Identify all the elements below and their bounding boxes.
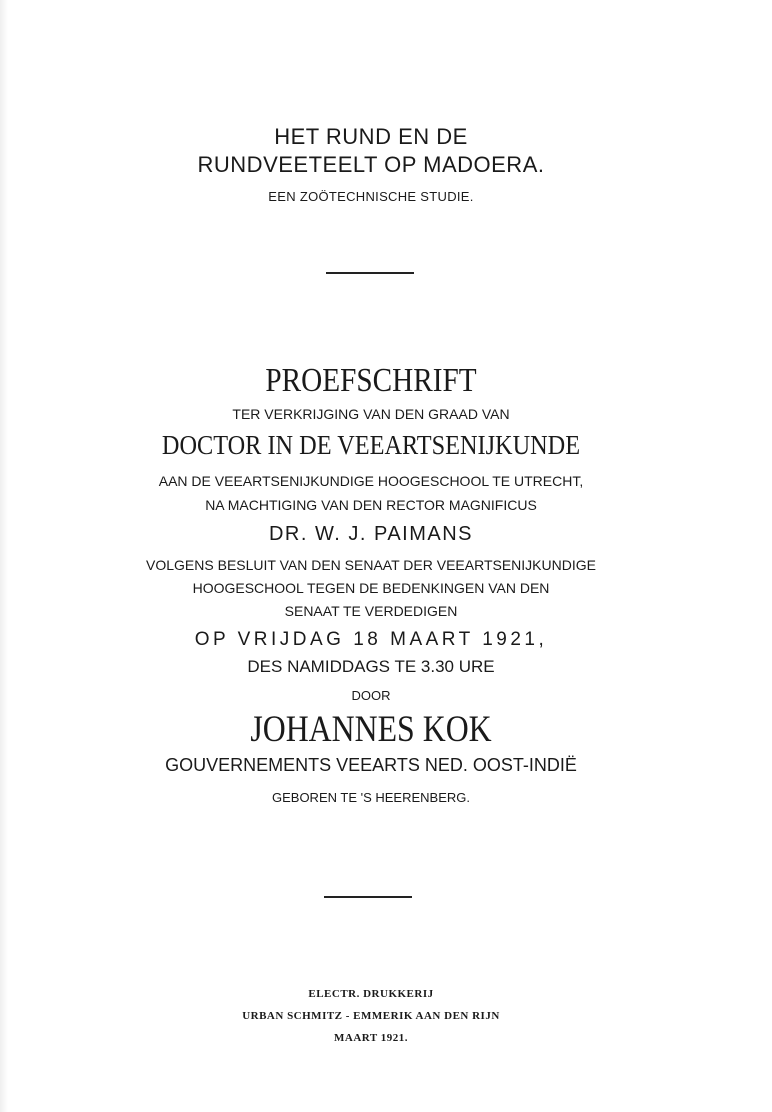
- book-title-line-1: HET RUND EN DE: [274, 124, 468, 149]
- thesis-line-5: HOOGESCHOOL TEGEN DE BEDENKINGEN VAN DEN: [192, 580, 550, 596]
- printer-line-2: URBAN SCHMITZ - EMMERIK AAN DEN RIJN: [242, 1010, 500, 1022]
- book-title-line-2: RUNDVEETEELT OP MADOERA.: [197, 152, 545, 177]
- book-subtitle: EEN ZOÖTECHNISCHE STUDIE.: [268, 189, 474, 204]
- printer-line-3: MAART 1921.: [334, 1032, 408, 1044]
- defense-date: OP VRIJDAG 18 MAART 1921,: [194, 629, 548, 650]
- thesis-line-6: SENAAT TE VERDEDIGEN: [284, 603, 458, 619]
- author-title: GOUVERNEMENTS VEEARTS NED. OOST-INDIË: [165, 755, 577, 775]
- rector-name: DR. W. J. PAIMANS: [268, 523, 474, 545]
- defense-time: DES NAMIDDAGS TE 3.30 URE: [247, 657, 495, 676]
- divider-bottom: [324, 896, 412, 898]
- degree-title: DOCTOR IN DE VEEARTSENIJKUNDE: [161, 430, 581, 460]
- author-name: JOHANNES KOK: [250, 709, 492, 750]
- by-label: DOOR: [351, 688, 391, 703]
- thesis-line-4: VOLGENS BESLUIT VAN DEN SENAAT DER VEEARTSENIJKUNDIGE: [146, 557, 596, 573]
- thesis-line-3: NA MACHTIGING VAN DEN RECTOR MAGNIFICUS: [205, 497, 537, 513]
- printer-line-1: ELECTR. DRUKKERIJ: [308, 988, 434, 1000]
- thesis-line-1: TER VERKRIJGING VAN DEN GRAAD VAN: [232, 406, 510, 422]
- divider-top: [326, 272, 414, 274]
- birthplace: GEBOREN TE 'S HEERENBERG.: [271, 790, 470, 805]
- thesis-line-2: AAN DE VEEARTSENIJKUNDIGE HOOGESCHOOL TE UTRECHT,: [158, 473, 584, 489]
- thesis-heading: PROEFSCHRIFT: [265, 362, 477, 399]
